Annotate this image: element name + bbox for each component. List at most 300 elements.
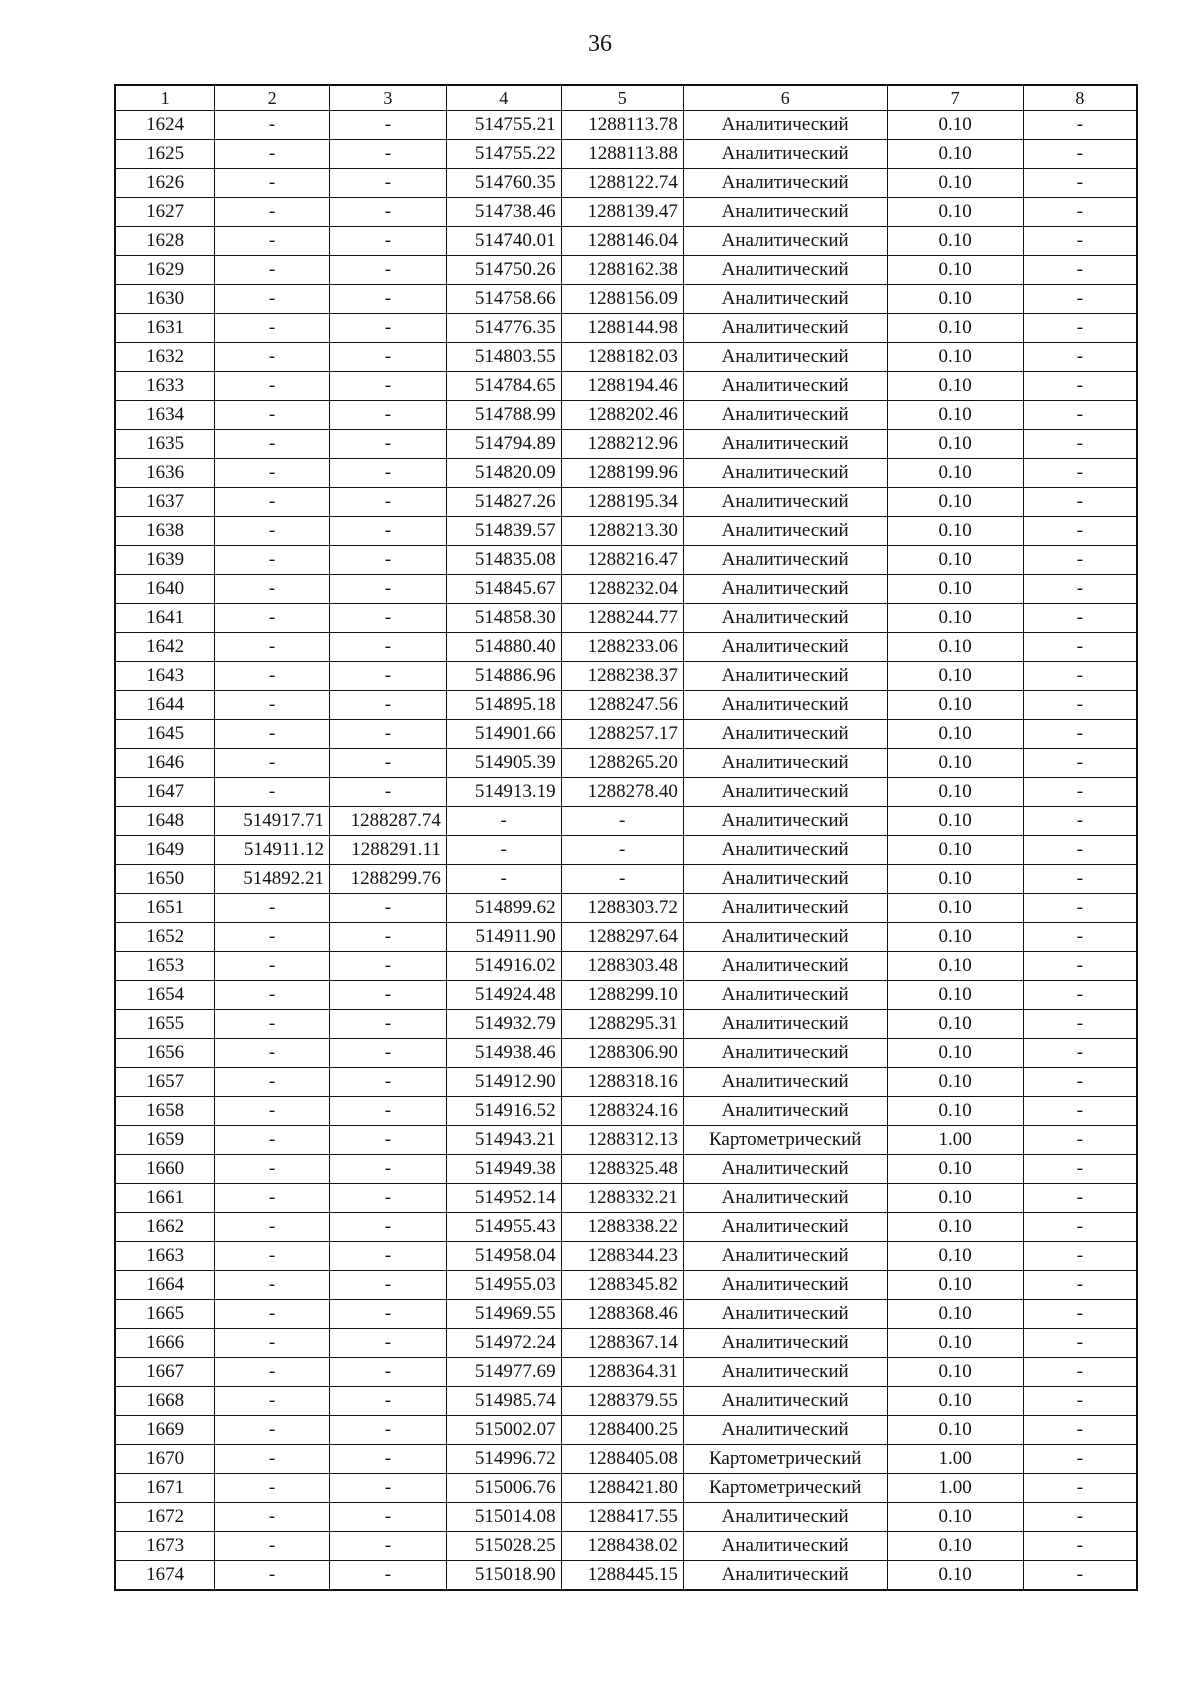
cell-accuracy: 0.10 [887, 111, 1023, 140]
cell-method: Аналитический [683, 604, 887, 633]
cell-coord-y-old: - [329, 546, 446, 575]
cell-method: Аналитический [683, 1213, 887, 1242]
cell-note: - [1023, 720, 1137, 749]
table-row [115, 140, 1137, 169]
cell-note: - [1023, 1358, 1137, 1387]
table-row [115, 546, 1137, 575]
cell-note: - [1023, 1068, 1137, 1097]
cell-point-number: 1670 [115, 1445, 215, 1474]
cell-coord-x-old: - [215, 923, 330, 952]
cell-coord-y-old: - [329, 1358, 446, 1387]
table-row [115, 952, 1137, 981]
cell-coord-x-old: - [215, 604, 330, 633]
cell-method: Аналитический [683, 1039, 887, 1068]
cell-coord-y-new: 1288324.16 [561, 1097, 683, 1126]
cell-coord-x-new: 514895.18 [446, 691, 561, 720]
cell-coord-y-new: 1288303.72 [561, 894, 683, 923]
cell-coord-y-new: 1288257.17 [561, 720, 683, 749]
cell-coord-y-new: 1288238.37 [561, 662, 683, 691]
cell-coord-y-old: - [329, 517, 446, 546]
cell-coord-y-new: 1288156.09 [561, 285, 683, 314]
cell-coord-y-new: - [561, 836, 683, 865]
cell-method: Аналитический [683, 546, 887, 575]
cell-note: - [1023, 836, 1137, 865]
cell-point-number: 1630 [115, 285, 215, 314]
cell-coord-y-new: 1288297.64 [561, 923, 683, 952]
cell-coord-y-new: 1288146.04 [561, 227, 683, 256]
cell-accuracy: 0.10 [887, 1271, 1023, 1300]
cell-point-number: 1658 [115, 1097, 215, 1126]
cell-coord-y-old: - [329, 1300, 446, 1329]
cell-coord-y-new: 1288445.15 [561, 1561, 683, 1591]
cell-coord-y-new: 1288122.74 [561, 169, 683, 198]
table-row [115, 778, 1137, 807]
cell-coord-y-old: - [329, 604, 446, 633]
table-row [115, 1213, 1137, 1242]
cell-coord-x-old: - [215, 1126, 330, 1155]
cell-method: Картометрический [683, 1474, 887, 1503]
cell-point-number: 1628 [115, 227, 215, 256]
cell-accuracy: 0.10 [887, 981, 1023, 1010]
table-row [115, 343, 1137, 372]
cell-note: - [1023, 1155, 1137, 1184]
cell-coord-x-new: 514755.22 [446, 140, 561, 169]
cell-accuracy: 0.10 [887, 1184, 1023, 1213]
cell-method: Аналитический [683, 1271, 887, 1300]
cell-accuracy: 0.10 [887, 604, 1023, 633]
cell-note: - [1023, 1213, 1137, 1242]
cell-accuracy: 0.10 [887, 1358, 1023, 1387]
cell-note: - [1023, 923, 1137, 952]
cell-point-number: 1629 [115, 256, 215, 285]
cell-point-number: 1651 [115, 894, 215, 923]
table-row [115, 894, 1137, 923]
cell-note: - [1023, 198, 1137, 227]
cell-method: Аналитический [683, 343, 887, 372]
cell-point-number: 1660 [115, 1155, 215, 1184]
cell-coord-x-new: 515006.76 [446, 1474, 561, 1503]
cell-point-number: 1667 [115, 1358, 215, 1387]
cell-coord-x-new: 514794.89 [446, 430, 561, 459]
cell-coord-y-old: - [329, 285, 446, 314]
cell-coord-x-new: 514858.30 [446, 604, 561, 633]
cell-point-number: 1645 [115, 720, 215, 749]
cell-point-number: 1657 [115, 1068, 215, 1097]
cell-method: Аналитический [683, 1387, 887, 1416]
cell-coord-x-old: 514911.12 [215, 836, 330, 865]
cell-note: - [1023, 169, 1137, 198]
cell-coord-y-old: - [329, 1155, 446, 1184]
cell-note: - [1023, 1039, 1137, 1068]
cell-coord-y-new: 1288364.31 [561, 1358, 683, 1387]
table-row [115, 256, 1137, 285]
cell-coord-y-new: 1288306.90 [561, 1039, 683, 1068]
cell-coord-y-new: 1288417.55 [561, 1503, 683, 1532]
cell-coord-x-old: - [215, 198, 330, 227]
cell-coord-x-old: - [215, 1300, 330, 1329]
cell-accuracy: 0.10 [887, 1387, 1023, 1416]
cell-coord-x-new: 514912.90 [446, 1068, 561, 1097]
column-header: 1 [115, 85, 215, 111]
cell-coord-y-old: - [329, 430, 446, 459]
cell-note: - [1023, 1503, 1137, 1532]
cell-method: Аналитический [683, 314, 887, 343]
cell-point-number: 1634 [115, 401, 215, 430]
table-row [115, 1358, 1137, 1387]
cell-note: - [1023, 604, 1137, 633]
cell-point-number: 1626 [115, 169, 215, 198]
cell-note: - [1023, 1387, 1137, 1416]
cell-method: Аналитический [683, 1242, 887, 1271]
cell-coord-y-new: 1288303.48 [561, 952, 683, 981]
cell-coord-y-new: 1288405.08 [561, 1445, 683, 1474]
cell-point-number: 1655 [115, 1010, 215, 1039]
cell-note: - [1023, 807, 1137, 836]
cell-coord-y-new: 1288212.96 [561, 430, 683, 459]
cell-accuracy: 0.10 [887, 923, 1023, 952]
cell-coord-y-new: 1288278.40 [561, 778, 683, 807]
cell-coord-x-old: - [215, 1503, 330, 1532]
cell-accuracy: 0.10 [887, 1010, 1023, 1039]
table-row [115, 691, 1137, 720]
table-row [115, 1387, 1137, 1416]
cell-accuracy: 0.10 [887, 865, 1023, 894]
cell-coord-x-old: - [215, 1242, 330, 1271]
cell-coord-y-old: - [329, 1474, 446, 1503]
table-row [115, 1242, 1137, 1271]
cell-accuracy: 0.10 [887, 894, 1023, 923]
cell-accuracy: 0.10 [887, 662, 1023, 691]
cell-method: Аналитический [683, 1358, 887, 1387]
table-row [115, 401, 1137, 430]
cell-coord-x-new: 514955.43 [446, 1213, 561, 1242]
cell-method: Аналитический [683, 227, 887, 256]
cell-accuracy: 0.10 [887, 807, 1023, 836]
cell-coord-x-old: - [215, 1184, 330, 1213]
cell-note: - [1023, 778, 1137, 807]
column-header: 3 [329, 85, 446, 111]
cell-point-number: 1662 [115, 1213, 215, 1242]
table-row [115, 488, 1137, 517]
cell-method: Аналитический [683, 256, 887, 285]
cell-coord-y-new: 1288247.56 [561, 691, 683, 720]
cell-coord-x-old: - [215, 1068, 330, 1097]
table-header-row [115, 85, 1137, 111]
table-row [115, 430, 1137, 459]
cell-coord-y-old: - [329, 111, 446, 140]
cell-point-number: 1649 [115, 836, 215, 865]
cell-point-number: 1640 [115, 575, 215, 604]
cell-method: Аналитический [683, 836, 887, 865]
cell-coord-y-old: - [329, 894, 446, 923]
cell-method: Аналитический [683, 198, 887, 227]
cell-coord-x-old: - [215, 575, 330, 604]
cell-point-number: 1661 [115, 1184, 215, 1213]
cell-coord-y-old: - [329, 198, 446, 227]
cell-point-number: 1668 [115, 1387, 215, 1416]
table-body [115, 111, 1137, 1591]
cell-coord-x-old: - [215, 1387, 330, 1416]
cell-point-number: 1635 [115, 430, 215, 459]
cell-coord-y-old: - [329, 1532, 446, 1561]
cell-accuracy: 0.10 [887, 285, 1023, 314]
table-row [115, 459, 1137, 488]
cell-point-number: 1644 [115, 691, 215, 720]
cell-method: Аналитический [683, 691, 887, 720]
cell-coord-y-old: - [329, 1271, 446, 1300]
cell-method: Аналитический [683, 1300, 887, 1329]
cell-accuracy: 0.10 [887, 1416, 1023, 1445]
cell-coord-y-old: - [329, 633, 446, 662]
cell-note: - [1023, 314, 1137, 343]
cell-coord-y-old: - [329, 1010, 446, 1039]
cell-coord-x-old: - [215, 169, 330, 198]
table-row [115, 1039, 1137, 1068]
cell-coord-y-old: - [329, 1387, 446, 1416]
cell-coord-x-old: - [215, 430, 330, 459]
cell-coord-y-new: 1288144.98 [561, 314, 683, 343]
cell-coord-x-new: - [446, 836, 561, 865]
cell-point-number: 1624 [115, 111, 215, 140]
table-row [115, 604, 1137, 633]
cell-point-number: 1637 [115, 488, 215, 517]
cell-method: Аналитический [683, 372, 887, 401]
cell-coord-x-old: - [215, 401, 330, 430]
cell-point-number: 1648 [115, 807, 215, 836]
cell-method: Аналитический [683, 459, 887, 488]
table-row [115, 1416, 1137, 1445]
cell-method: Аналитический [683, 1416, 887, 1445]
cell-method: Аналитический [683, 720, 887, 749]
cell-note: - [1023, 372, 1137, 401]
cell-coord-y-new: 1288265.20 [561, 749, 683, 778]
cell-point-number: 1639 [115, 546, 215, 575]
cell-method: Аналитический [683, 285, 887, 314]
cell-coord-x-old: - [215, 1561, 330, 1591]
cell-accuracy: 0.10 [887, 1300, 1023, 1329]
cell-coord-x-old: - [215, 488, 330, 517]
cell-method: Аналитический [683, 923, 887, 952]
cell-coord-x-old: - [215, 111, 330, 140]
cell-coord-x-old: - [215, 1329, 330, 1358]
cell-coord-y-new: 1288162.38 [561, 256, 683, 285]
cell-coord-y-new: 1288216.47 [561, 546, 683, 575]
cell-coord-y-old: - [329, 1561, 446, 1591]
cell-method: Аналитический [683, 952, 887, 981]
cell-method: Аналитический [683, 778, 887, 807]
cell-accuracy: 0.10 [887, 749, 1023, 778]
cell-coord-x-old: - [215, 343, 330, 372]
cell-coord-x-old: 514892.21 [215, 865, 330, 894]
cell-coord-y-new: 1288195.34 [561, 488, 683, 517]
cell-coord-x-new: 514835.08 [446, 546, 561, 575]
cell-coord-y-old: - [329, 1184, 446, 1213]
cell-point-number: 1665 [115, 1300, 215, 1329]
cell-point-number: 1663 [115, 1242, 215, 1271]
cell-accuracy: 0.10 [887, 1532, 1023, 1561]
column-header: 4 [446, 85, 561, 111]
cell-coord-x-new: 514955.03 [446, 1271, 561, 1300]
cell-coord-x-old: - [215, 662, 330, 691]
cell-coord-y-old: - [329, 227, 446, 256]
cell-point-number: 1659 [115, 1126, 215, 1155]
cell-coord-y-new: 1288312.13 [561, 1126, 683, 1155]
cell-accuracy: 0.10 [887, 430, 1023, 459]
cell-coord-y-new: 1288233.06 [561, 633, 683, 662]
cell-coord-y-old: - [329, 662, 446, 691]
cell-point-number: 1672 [115, 1503, 215, 1532]
cell-coord-x-new: 514911.90 [446, 923, 561, 952]
cell-note: - [1023, 749, 1137, 778]
cell-coord-y-old: - [329, 372, 446, 401]
cell-coord-y-new: 1288421.80 [561, 1474, 683, 1503]
cell-note: - [1023, 1561, 1137, 1591]
cell-coord-y-new: 1288182.03 [561, 343, 683, 372]
cell-coord-x-new: 514913.19 [446, 778, 561, 807]
cell-accuracy: 0.10 [887, 691, 1023, 720]
cell-point-number: 1643 [115, 662, 215, 691]
table-row [115, 285, 1137, 314]
cell-coord-x-new: 514949.38 [446, 1155, 561, 1184]
cell-accuracy: 0.10 [887, 372, 1023, 401]
cell-note: - [1023, 662, 1137, 691]
cell-coord-x-old: - [215, 256, 330, 285]
cell-coord-y-new: 1288232.04 [561, 575, 683, 604]
cell-coord-y-old: - [329, 575, 446, 604]
table-row [115, 720, 1137, 749]
table-row [115, 836, 1137, 865]
cell-accuracy: 0.10 [887, 227, 1023, 256]
cell-coord-x-old: - [215, 1474, 330, 1503]
coordinates-table [114, 84, 1138, 1591]
cell-point-number: 1653 [115, 952, 215, 981]
cell-method: Аналитический [683, 488, 887, 517]
cell-coord-y-old: 1288299.76 [329, 865, 446, 894]
cell-note: - [1023, 1097, 1137, 1126]
cell-coord-y-new: 1288199.96 [561, 459, 683, 488]
cell-accuracy: 0.10 [887, 140, 1023, 169]
cell-point-number: 1631 [115, 314, 215, 343]
cell-coord-y-new: 1288325.48 [561, 1155, 683, 1184]
cell-coord-x-new: 514755.21 [446, 111, 561, 140]
cell-coord-y-new: 1288299.10 [561, 981, 683, 1010]
cell-coord-x-new: 514985.74 [446, 1387, 561, 1416]
cell-coord-x-new: 514958.04 [446, 1242, 561, 1271]
cell-coord-x-new: 514886.96 [446, 662, 561, 691]
cell-coord-x-old: - [215, 459, 330, 488]
table-row [115, 111, 1137, 140]
cell-coord-y-old: - [329, 952, 446, 981]
table-row [115, 662, 1137, 691]
cell-coord-x-new: 514776.35 [446, 314, 561, 343]
cell-coord-y-new: 1288338.22 [561, 1213, 683, 1242]
cell-point-number: 1642 [115, 633, 215, 662]
cell-coord-y-new: 1288318.16 [561, 1068, 683, 1097]
table-row [115, 517, 1137, 546]
cell-method: Аналитический [683, 1329, 887, 1358]
cell-coord-x-new: 514760.35 [446, 169, 561, 198]
cell-note: - [1023, 1532, 1137, 1561]
column-header: 2 [215, 85, 330, 111]
table-row [115, 314, 1137, 343]
table-row [115, 1532, 1137, 1561]
cell-coord-x-old: - [215, 1213, 330, 1242]
cell-coord-x-new: 514845.67 [446, 575, 561, 604]
cell-coord-y-new: 1288438.02 [561, 1532, 683, 1561]
cell-method: Картометрический [683, 1126, 887, 1155]
cell-accuracy: 0.10 [887, 169, 1023, 198]
table-row [115, 749, 1137, 778]
cell-coord-x-new: 514820.09 [446, 459, 561, 488]
cell-coord-x-new: 514969.55 [446, 1300, 561, 1329]
cell-accuracy: 0.10 [887, 952, 1023, 981]
cell-note: - [1023, 111, 1137, 140]
cell-coord-x-new: 514788.99 [446, 401, 561, 430]
cell-method: Аналитический [683, 749, 887, 778]
cell-method: Аналитический [683, 1561, 887, 1591]
cell-coord-y-old: 1288291.11 [329, 836, 446, 865]
cell-coord-x-new: 514827.26 [446, 488, 561, 517]
table-row [115, 1155, 1137, 1184]
cell-accuracy: 0.10 [887, 633, 1023, 662]
table-row [115, 1068, 1137, 1097]
cell-note: - [1023, 1271, 1137, 1300]
cell-coord-x-old: - [215, 1010, 330, 1039]
cell-coord-x-old: - [215, 749, 330, 778]
cell-coord-y-old: - [329, 923, 446, 952]
cell-accuracy: 0.10 [887, 720, 1023, 749]
cell-coord-y-new: 1288345.82 [561, 1271, 683, 1300]
cell-coord-x-old: - [215, 1358, 330, 1387]
cell-coord-y-old: - [329, 314, 446, 343]
cell-point-number: 1652 [115, 923, 215, 952]
cell-coord-y-new: 1288113.88 [561, 140, 683, 169]
cell-accuracy: 0.10 [887, 198, 1023, 227]
cell-method: Аналитический [683, 1155, 887, 1184]
cell-accuracy: 0.10 [887, 1213, 1023, 1242]
column-header: 6 [683, 85, 887, 111]
cell-coord-x-new: 514738.46 [446, 198, 561, 227]
cell-accuracy: 1.00 [887, 1474, 1023, 1503]
cell-accuracy: 0.10 [887, 836, 1023, 865]
cell-point-number: 1669 [115, 1416, 215, 1445]
table-row [115, 1126, 1137, 1155]
cell-coord-x-new: 515028.25 [446, 1532, 561, 1561]
cell-accuracy: 0.10 [887, 1039, 1023, 1068]
cell-coord-y-old: - [329, 1329, 446, 1358]
cell-coord-x-old: - [215, 1445, 330, 1474]
cell-method: Аналитический [683, 865, 887, 894]
cell-coord-y-new: 1288213.30 [561, 517, 683, 546]
cell-note: - [1023, 1474, 1137, 1503]
cell-coord-y-old: - [329, 343, 446, 372]
cell-point-number: 1671 [115, 1474, 215, 1503]
cell-coord-y-old: - [329, 981, 446, 1010]
table-row [115, 1503, 1137, 1532]
cell-note: - [1023, 285, 1137, 314]
cell-coord-x-new: 514784.65 [446, 372, 561, 401]
cell-coord-x-new: 514938.46 [446, 1039, 561, 1068]
cell-note: - [1023, 430, 1137, 459]
cell-coord-x-old: - [215, 314, 330, 343]
cell-note: - [1023, 401, 1137, 430]
cell-note: - [1023, 1329, 1137, 1358]
cell-coord-y-old: - [329, 691, 446, 720]
table-row [115, 1329, 1137, 1358]
table-row [115, 865, 1137, 894]
cell-accuracy: 0.10 [887, 778, 1023, 807]
cell-coord-x-old: - [215, 1097, 330, 1126]
